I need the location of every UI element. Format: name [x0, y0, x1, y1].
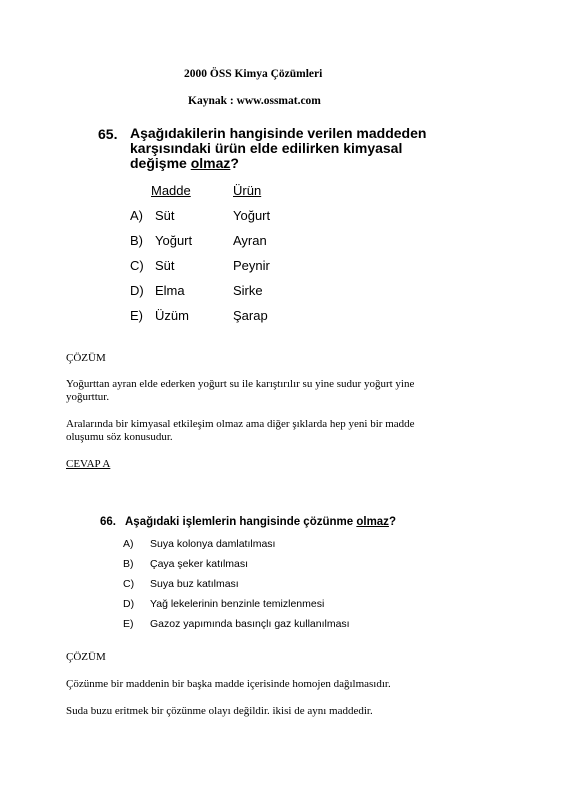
- stem-text: ?: [388, 516, 396, 528]
- document-title: 2000 ÖSS Kimya Çözümleri: [184, 68, 323, 80]
- option-letter: A): [123, 538, 134, 550]
- solution-heading: ÇÖZÜM: [66, 352, 106, 364]
- option-text: Gazoz yapımında basınçlı gaz kullanılması: [150, 618, 350, 630]
- option-urun: Peynir: [233, 258, 270, 273]
- option-letter: E): [123, 618, 134, 630]
- stem-emphasis: olmaz: [190, 155, 231, 171]
- option-letter: D): [123, 598, 135, 610]
- solution-text: Suda buzu eritmek bir çözünme olayı değildir. ikisi de aynı maddedir.: [66, 705, 373, 717]
- option-letter: C): [130, 258, 144, 273]
- option-madde: Yoğurt: [155, 233, 193, 248]
- option-urun: Ayran: [233, 233, 267, 248]
- question-number: 66.: [100, 516, 116, 528]
- answer-label: CEVAP A: [66, 458, 111, 470]
- stem-text: ?: [230, 155, 239, 171]
- question-stem-line: karşısındaki ürün elde edilirken kimyasal: [130, 140, 403, 156]
- solution-text: Çözünme bir maddenin bir başka madde içerisinde homojen dağılmasıdır.: [66, 678, 391, 690]
- solution-text: oluşumu söz konusudur.: [66, 431, 173, 443]
- stem-text: Aşağıdaki işlemlerin hangisinde çözünme: [125, 516, 357, 528]
- option-text: Suya buz katılması: [150, 578, 239, 590]
- option-madde: Süt: [155, 208, 175, 223]
- stem-emphasis: olmaz: [356, 516, 389, 528]
- option-text: Çaya şeker katılması: [150, 558, 249, 570]
- option-text: Suya kolonya damlatılması: [150, 538, 276, 550]
- option-letter: D): [130, 283, 144, 298]
- option-letter: E): [130, 308, 143, 323]
- option-letter: B): [130, 233, 143, 248]
- document-source: Kaynak : www.ossmat.com: [188, 95, 321, 107]
- question-stem-line: [130, 156, 239, 171]
- solution-heading: ÇÖZÜM: [66, 651, 106, 663]
- question-number: 65.: [98, 126, 118, 142]
- option-text: Yağ lekelerinin benzinle temizlenmesi: [150, 598, 325, 610]
- column-header-urun: Ürün: [233, 183, 262, 198]
- question-stem: [125, 516, 396, 528]
- option-letter: B): [123, 558, 134, 570]
- solution-text: Yoğurttan ayran elde ederken yoğurt su ile karıştırılır su yine sudur yoğurt yine: [66, 378, 415, 390]
- question-stem-line: Aşağıdakilerin hangisinde verilen maddeden: [130, 125, 427, 141]
- option-madde: Süt: [155, 258, 175, 273]
- option-urun: Sirke: [233, 283, 263, 298]
- option-madde: Elma: [155, 283, 185, 298]
- option-urun: Şarap: [233, 308, 268, 323]
- solution-text: Aralarında bir kimyasal etkileşim olmaz ama diğer şıklarda hep yeni bir madde: [66, 418, 415, 430]
- column-header-madde: Madde: [151, 183, 191, 198]
- option-madde: Üzüm: [155, 308, 189, 323]
- option-letter: C): [123, 578, 135, 590]
- solution-text: yoğurttur.: [66, 391, 110, 403]
- option-letter: A): [130, 208, 143, 223]
- option-urun: Yoğurt: [233, 208, 271, 223]
- stem-text: değişme: [130, 155, 191, 171]
